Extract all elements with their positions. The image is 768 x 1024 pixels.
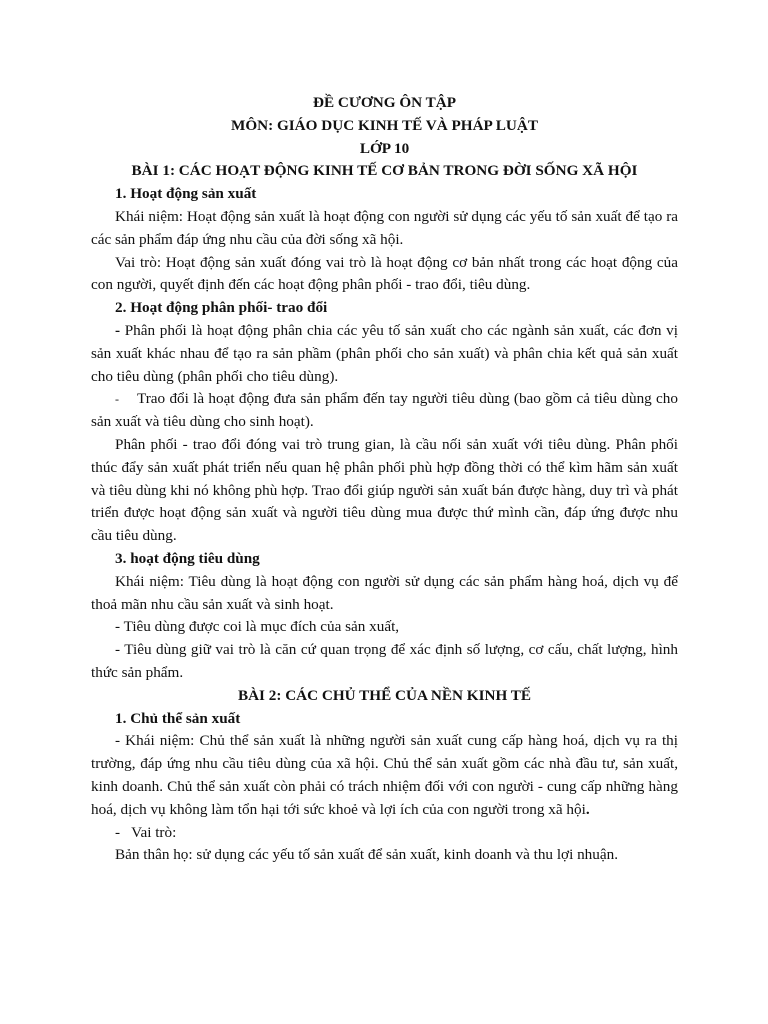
lesson1-section3-paragraph3: - Tiêu dùng giữ vai trò là căn cứ quan trọng để xác định số lượng, cơ cấu, chất lượng, hình thức sản phẩm.	[91, 641, 678, 681]
lesson1-section2-paragraph2	[91, 388, 678, 434]
lesson1-section1-paragraph1: Khái niệm: Hoạt động sản xuất là hoạt động con người sử dụng các yếu tố sản xuất để tạo ra các sản phẩm đáp ứng nhu cầu của đời sống xã hội.	[91, 207, 678, 248]
lesson1-section3-heading: 3. hoạt động tiêu dùng	[115, 549, 260, 567]
lesson2-section1-paragraph3: Bản thân họ: sử dụng các yếu tố sản xuất để sản xuất, kinh doanh và thu lợi nhuận.	[115, 846, 619, 864]
doc-title-line3: LỚP 10	[359, 139, 410, 157]
lesson1-section1-heading: 1. Hoạt động sản xuất	[115, 185, 257, 203]
paragraph-end-mark: .	[585, 800, 590, 818]
lesson2-section1-paragraph2: - Vai trò:	[115, 823, 177, 841]
document-page	[91, 92, 678, 867]
lesson1-section2-paragraph3: Phân phối - trao đổi đóng vai trò trung gian, là cầu nối sản xuất với tiêu dùng. Phân phối thúc đẩy sản xuất phát triển nếu quan hệ phân phối phù hợp đồng thời có thể kìm hãm sản xuất và tiêu dùng khi nó không phù hợp. Trao đổi giúp người sản xuất bán được hàng, duy trì và phát triển được hoạt động sản xuất và người tiêu dùng mua được thứ mình cần, đáp ứng được nhu cầu tiêu dùng.	[91, 435, 678, 545]
dash-marker: -	[115, 321, 121, 339]
lesson1-section2-heading: 2. Hoạt động phân phối- trao đổi	[115, 299, 328, 317]
paragraph-text: Phân phối là hoạt động phân chia các yêu tố sản xuất cho các ngành sản xuất, các đơn vị sản xuất khác nhau để tạo ra sản phầm (phân phối cho sản xuất) và phân chia kết quả sản xuất cho tiêu dùng (phân phối cho tiêu dùng).	[91, 321, 678, 385]
lesson2-section1-paragraph1	[91, 730, 678, 821]
lesson2-section1-heading: 1. Chủ thể sản xuất	[115, 709, 241, 727]
doc-title-line1: ĐỀ CƯƠNG ÔN TẬP	[312, 94, 457, 111]
doc-title-line2: MÔN: GIÁO DỤC KINH TẾ VÀ PHÁP LUẬT	[230, 116, 538, 134]
lesson1-title: BÀI 1: CÁC HOẠT ĐỘNG KINH TẾ CƠ BẢN TRONG ĐỜI SỐNG XÃ HỘI	[131, 162, 638, 180]
lesson1-section3-paragraph2: - Tiêu dùng được coi là mục đích của sản xuất,	[115, 618, 400, 636]
paragraph-text: Trao đổi là hoạt động đưa sản phẩm đến tay người tiêu dùng (bao gồm cả tiêu dùng cho sản xuất và tiêu dùng cho sinh hoạt).	[91, 390, 678, 431]
lesson1-section2-paragraph1	[91, 320, 678, 388]
dash-marker: -	[115, 392, 119, 407]
lesson1-section1-paragraph2: Vai trò: Hoạt động sản xuất đóng vai trò là hoạt động cơ bản nhất trong các hoạt động của con người, quyết định đến các hoạt động phân phối - trao đổi, tiêu dùng.	[91, 253, 678, 294]
lesson2-title: BÀI 2: CÁC CHỦ THỂ CỦA NỀN KINH TẾ	[237, 686, 532, 704]
paragraph-text: - Khái niệm: Chủ thể sản xuất là những người sản xuất cung cấp hàng hoá, dịch vụ ra thị trường, đáp ứng nhu cầu tiêu dùng của xã hội. Chủ thể sản xuất gồm các nhà đầu tư, sản xuất, kinh doanh. Chủ thể sản xuất còn phải có trách nhiệm đối với con người - cung cấp những hàng hoá, dịch vụ không làm tổn hại tới sức khoẻ và lợi ích của con người trong xã hội	[91, 732, 678, 818]
lesson1-section3-paragraph1: Khái niệm: Tiêu dùng là hoạt động con người sử dụng các sản phẩm hàng hoá, dịch vụ để thoả mãn nhu cầu sản xuất và sinh hoạt.	[91, 572, 678, 613]
